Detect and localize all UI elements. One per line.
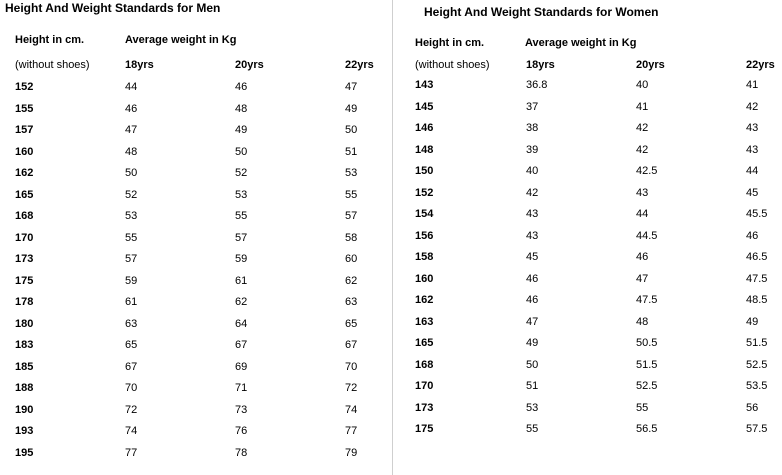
height-cell: 154 [415,208,434,220]
weight-20yrs-cell: 71 [235,382,248,394]
weight-20yrs-cell: 43 [636,186,649,199]
weight-22yrs-cell: 51.5 [746,337,768,349]
weight-20yrs-cell: 55 [235,210,248,222]
weight-20yrs-cell: 52 [235,167,248,179]
women-standards-panel [393,0,782,475]
height-cell: 143 [415,79,434,91]
weight-20yrs-cell: 51.5 [636,358,658,371]
weight-18yrs-cell: 59 [125,274,138,287]
weight-22yrs-cell: 45.5 [746,208,768,220]
weight-18yrs-cell: 36.8 [526,79,548,91]
height-cell: 158 [415,251,434,263]
weight-18yrs-cell: 38 [526,122,539,134]
weight-18yrs-cell: 49 [526,337,539,349]
weight-18yrs-cell: 46 [526,294,539,306]
weight-22yrs-cell: 42 [746,100,759,113]
weight-22yrs-cell: 53 [345,167,358,179]
weight-18yrs-cell: 65 [125,339,138,351]
weight-22yrs-cell: 56 [746,401,759,414]
weight-18yrs-cell: 46 [526,272,539,285]
height-cell: 188 [15,382,34,394]
weight-18yrs-cell: 48 [125,145,138,158]
height-cell: 168 [15,210,34,222]
weight-22yrs-cell: 53.5 [746,380,768,392]
weight-18yrs-cell: 40 [526,165,539,177]
height-cell: 145 [415,100,434,113]
weight-18yrs-cell: 46 [125,102,138,115]
weight-20yrs-cell: 59 [235,253,248,265]
weight-22yrs-cell: 55 [345,188,358,201]
weight-20yrs-cell: 57 [235,231,248,244]
weight-20yrs-cell: 42 [636,143,649,156]
weight-18yrs-cell: 63 [125,317,138,330]
height-cell: 165 [15,188,34,201]
weight-18yrs-cell: 55 [125,231,138,244]
women-shoes-note: (without shoes) [415,59,490,71]
weight-22yrs-cell: 74 [345,403,358,416]
weight-22yrs-cell: 65 [345,317,358,330]
weight-18yrs-cell: 44 [125,81,138,93]
weight-20yrs-cell: 50.5 [636,337,658,349]
women-age-22-header: 22yrs [746,59,775,71]
weight-22yrs-cell: 62 [345,274,358,287]
weight-18yrs-cell: 42 [526,186,539,199]
height-cell: 155 [15,102,34,115]
height-cell: 195 [15,446,34,459]
height-cell: 185 [15,360,34,373]
weight-18yrs-cell: 53 [526,401,539,414]
weight-18yrs-cell: 47 [526,315,539,328]
height-cell: 162 [415,294,434,306]
weight-22yrs-cell: 63 [345,296,358,308]
height-cell: 165 [415,337,434,349]
men-shoes-note: (without shoes) [15,59,90,71]
weight-22yrs-cell: 43 [746,122,759,134]
weight-22yrs-cell: 67 [345,339,358,351]
height-cell: 162 [15,167,34,179]
weight-18yrs-cell: 45 [526,251,539,263]
weight-20yrs-cell: 50 [235,145,248,158]
weight-22yrs-cell: 41 [746,79,759,91]
height-cell: 175 [15,274,34,287]
height-cell: 193 [15,425,34,437]
weight-22yrs-cell: 51 [345,145,358,158]
weight-22yrs-cell: 46 [746,229,759,242]
weight-20yrs-cell: 61 [235,274,248,287]
weight-22yrs-cell: 58 [345,231,358,244]
weight-22yrs-cell: 47.5 [746,272,768,285]
height-cell: 160 [15,145,34,158]
weight-18yrs-cell: 67 [125,360,138,373]
weight-22yrs-cell: 72 [345,382,358,394]
weight-18yrs-cell: 77 [125,446,138,459]
weight-20yrs-cell: 42.5 [636,165,658,177]
weight-20yrs-cell: 76 [235,425,248,437]
weight-22yrs-cell: 77 [345,425,358,437]
weight-20yrs-cell: 44 [636,208,649,220]
weight-20yrs-cell: 73 [235,403,248,416]
weight-18yrs-cell: 52 [125,188,138,201]
weight-22yrs-cell: 48.5 [746,294,768,306]
height-cell: 146 [415,122,434,134]
weight-20yrs-cell: 67 [235,339,248,351]
weight-20yrs-cell: 53 [235,188,248,201]
height-cell: 160 [415,272,434,285]
weight-20yrs-cell: 78 [235,446,248,459]
weight-20yrs-cell: 42 [636,122,649,134]
weight-20yrs-cell: 44.5 [636,229,658,242]
weight-20yrs-cell: 46 [636,251,649,263]
height-cell: 180 [15,317,34,330]
height-cell: 168 [415,358,434,371]
weight-22yrs-cell: 45 [746,186,759,199]
weight-18yrs-cell: 43 [526,208,539,220]
height-cell: 157 [15,124,34,136]
weight-22yrs-cell: 79 [345,446,358,459]
height-cell: 170 [415,380,434,392]
height-cell: 175 [415,423,434,435]
weight-22yrs-cell: 52.5 [746,358,768,371]
height-cell: 152 [15,81,34,93]
height-cell: 170 [15,231,34,244]
men-table-title: Height And Weight Standards for Men [5,1,221,15]
height-cell: 148 [415,143,434,156]
weight-22yrs-cell: 60 [345,253,358,265]
weight-20yrs-cell: 69 [235,360,248,373]
weight-18yrs-cell: 55 [526,423,539,435]
weight-20yrs-cell: 62 [235,296,248,308]
weight-22yrs-cell: 46.5 [746,251,768,263]
weight-20yrs-cell: 47.5 [636,294,658,306]
weight-20yrs-cell: 41 [636,100,649,113]
weight-20yrs-cell: 40 [636,79,649,91]
weight-22yrs-cell: 44 [746,165,759,177]
weight-18yrs-cell: 72 [125,403,138,416]
height-cell: 190 [15,403,34,416]
weight-20yrs-cell: 55 [636,401,649,414]
weight-18yrs-cell: 39 [526,143,539,156]
weight-22yrs-cell: 49 [345,102,358,115]
weight-20yrs-cell: 52.5 [636,380,658,392]
weight-20yrs-cell: 46 [235,81,248,93]
women-height-header: Height in cm. [415,37,485,49]
weight-18yrs-cell: 51 [526,380,539,392]
weight-22yrs-cell: 47 [345,81,358,93]
weight-18yrs-cell: 53 [125,210,138,222]
weight-22yrs-cell: 43 [746,143,759,156]
women-weight-header: Average weight in Kg [525,37,637,49]
height-cell: 150 [415,165,434,177]
weight-18yrs-cell: 74 [125,425,138,437]
height-cell: 173 [15,253,34,265]
weight-20yrs-cell: 49 [235,124,248,136]
weight-20yrs-cell: 47 [636,272,649,285]
weight-22yrs-cell: 70 [345,360,358,373]
height-cell: 152 [415,186,434,199]
women-age-20-header: 20yrs [636,59,665,71]
weight-20yrs-cell: 48 [636,315,649,328]
weight-18yrs-cell: 70 [125,382,138,394]
weight-18yrs-cell: 43 [526,229,539,242]
weight-18yrs-cell: 50 [526,358,539,371]
height-cell: 183 [15,339,34,351]
weight-18yrs-cell: 47 [125,124,138,136]
weight-22yrs-cell: 57 [345,210,358,222]
weight-18yrs-cell: 37 [526,100,539,113]
weight-20yrs-cell: 56.5 [636,423,658,435]
weight-22yrs-cell: 57.5 [746,423,768,435]
women-table-title: Height And Weight Standards for Women [424,5,659,19]
height-cell: 173 [415,401,434,414]
weight-20yrs-cell: 64 [235,317,248,330]
height-cell: 156 [415,229,434,242]
weight-18yrs-cell: 50 [125,167,138,179]
weight-18yrs-cell: 61 [125,296,138,308]
weight-20yrs-cell: 48 [235,102,248,115]
men-age-20-header: 20yrs [235,59,264,71]
height-cell: 163 [415,315,434,328]
men-age-22-header: 22yrs [345,59,374,71]
weight-22yrs-cell: 50 [345,124,358,136]
men-weight-header: Average weight in Kg [125,34,237,46]
weight-22yrs-cell: 49 [746,315,759,328]
men-height-header: Height in cm. [15,34,85,46]
men-age-18-header: 18yrs [125,59,154,71]
women-age-18-header: 18yrs [526,59,555,71]
height-cell: 178 [15,296,34,308]
weight-18yrs-cell: 57 [125,253,138,265]
